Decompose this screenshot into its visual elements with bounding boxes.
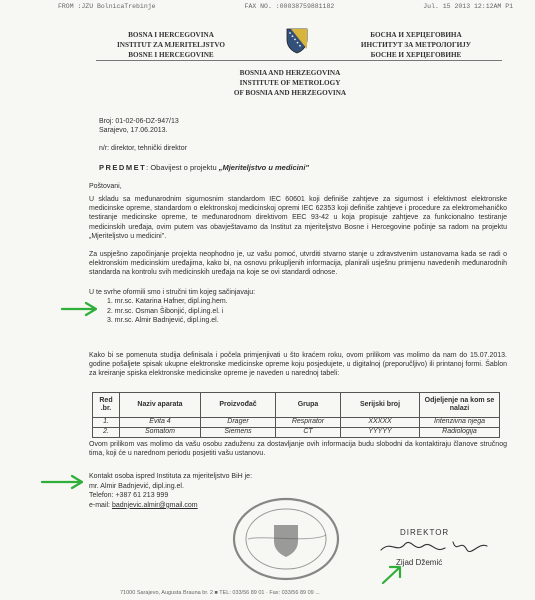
table-row [93,418,500,428]
contact-email-line [89,501,252,511]
letterhead-english [225,68,355,98]
handwritten-signature-icon [375,534,495,558]
coat-of-arms-icon [286,28,308,54]
table-cell: 1. [93,418,120,428]
letterhead-english-line: BOSNIA AND HERZEGOVINA [239,69,341,77]
email-label: e-mail: [89,501,112,509]
salutation: Poštovani, [89,183,122,190]
column-header: Serijski broj [341,393,420,418]
green-arrow-icon [40,473,88,491]
paragraph-team-intro: U te svrhe oformili smo i stručni tim kojeg sačinjavaju: [89,289,256,296]
table-row [93,428,500,438]
table-header-row [93,393,500,418]
paragraph-contact-request: Ovom prilikom vas molimo da vašu osobu zaduženu za dostavljanje ovih informacija budu slobodni da kontaktiraju članove stručnog tima, koji će u narednom periodu posjetiti vašu ustanovu. [89,441,507,458]
official-stamp-icon [230,495,342,583]
green-arrow-icon [380,562,406,586]
column-header: Odjeljenje na kom se nalazi [420,393,500,418]
fax-datetime: Jul. 15 2013 12:12AM P1 [423,3,513,10]
team-member: 2. mr.sc. Osman Šibonjić, dipl.ing.el. i [107,307,224,315]
letterhead-bosnian [96,30,246,60]
letterhead-divider [96,60,502,61]
subject-label: PREDMET [99,163,147,172]
letterhead-english-line: OF BOSNIA AND HERZEGOVINA [233,89,347,97]
column-header: Grupa [276,393,341,418]
email-link[interactable]: badnjevic.almir@gmail.com [111,501,198,509]
table-cell: Respirator [276,418,341,428]
subject-line [99,163,309,172]
team-member: 1. mr.sc. Katarina Hafner, dipl.ing.hem. [107,298,228,305]
contact-block [89,472,252,510]
team-member: 3. mr.sc. Almir Badnjević, dipl.ing.el. [107,317,219,324]
subject-text: : Obavijest o projektu [146,163,219,172]
paragraph-standards: U skladu sa međunarodnim sigurnosnim standardom IEC 60601 koji definiše zahtjeve za sigurnost i efektivnost elektronske medicinske opreme, standardom o elektronskoj medicinskoj opremi IEC 62353 koji definiše zahtjeve i procedure za elektromehaničko testiranje medicinske opreme, te međunarodnom direktivom EEC 93-42 u koja propisuje zahtjeve za funkcionalno testiranje medicinskih uređaja, ovim putem vas obavještavamo da Institut za mjeriteljstvo Bosne i Hercegovine počinje sa radom na projektu „Mjeriteljstvo u medicini". [89,196,507,240]
contact-person: mr. Almir Badnjević, dipl.ing.el. [89,482,184,490]
fax-number: FAX NO. :00038759881182 [244,3,335,10]
table-cell: Evita 4 [120,418,201,428]
letterhead-cyrillic [330,30,502,60]
table-cell: 2. [93,428,120,438]
contact-phone: Telefon: +387 61 213 999 [89,492,169,500]
team-list [107,297,228,326]
table-cell: Intenzivna njega [420,418,500,428]
column-header: Naziv aparata [120,393,201,418]
letterhead-right-line: БОСНЕ И ХЕРЦЕГОВИНЕ [370,51,462,59]
table-cell: Radiologija [420,428,500,438]
table-cell: Siemens [201,428,276,438]
letterhead-right-line: ИНСТИТУТ ЗА МЕТРОЛОГИЈУ [360,41,472,49]
director-name: Zijad Džemić [396,558,443,567]
column-header: Red .br. [93,393,120,418]
recipient-line: n/r: direktor, tehnički direktor [99,145,187,152]
subject-project-title: „Mjeriteljstvo u medicini" [218,163,309,172]
fax-transmission-header [58,3,513,13]
footer-address: 71000 Sarajevo, Augusta Brauna br. 2 ■ TEL: 033/56 89 01 · Fax: 033/56 89 09 ... [120,590,320,596]
fax-from: FROM :JZU BolnicaTrebinje [58,3,156,10]
column-header: Proizvođač [201,393,276,418]
table-cell: XXXXX [341,418,420,428]
table-cell: Somatom [120,428,201,438]
table-cell: Drager [201,418,276,428]
table-cell: CT [276,428,341,438]
reference-number: Broj: 01-02-06-DZ-947/13 [99,118,179,125]
paragraph-request-list: Kako bi se pomenuta studija definisala i počela primjenjivati u što kraćem roku, ovom prilikom vas molimo da nam do 15.07.2013. godine pošaljete spisak ukupne elektronske medicinske opreme koju posjedujete, u digitalnoj (preporučljivo) ili printanoj formi. Šablon za kreiranje spiska elektronske medicinske opreme je naveden u narednoj tabeli: [89,352,507,378]
place-date: Sarajevo, 17.06.2013. [99,127,168,134]
director-title: DIREKTOR [400,528,450,537]
table-cell: YYYYY [341,428,420,438]
contact-intro: Kontakt osoba ispred Instituta za mjeriteljstvo BiH je: [89,473,253,480]
letterhead-left-line: BOSNA I HERCEGOVINA [128,31,214,39]
letterhead-english-line: INSTITUTE OF METROLOGY [239,79,341,87]
letterhead-right-line: БОСНА И ХЕРЦЕГОВИНА [370,31,462,39]
letterhead-left-line: INSTITUT ZA MJERITELJSTVO [117,41,225,49]
letterhead-left-line: BOSNE I HERCEGOVINE [128,51,214,59]
equipment-template-table [92,392,500,438]
paragraph-project-start: Za uspješno započinjanje projekta neophodno je, uz vašu pomoć, utvrditi stvarno stanje u zdravstvenim ustanovama kada se radi o elektronskim medicinskim uređajima, kako bi, na osnovu prikupljenih informacija, planirali usješnu primjenu navedenih međunarodnih standarda na kontrolu svih medicinskih uređaja na koje se ovi standardi odnose. [89,251,507,277]
green-arrow-icon [60,300,102,318]
